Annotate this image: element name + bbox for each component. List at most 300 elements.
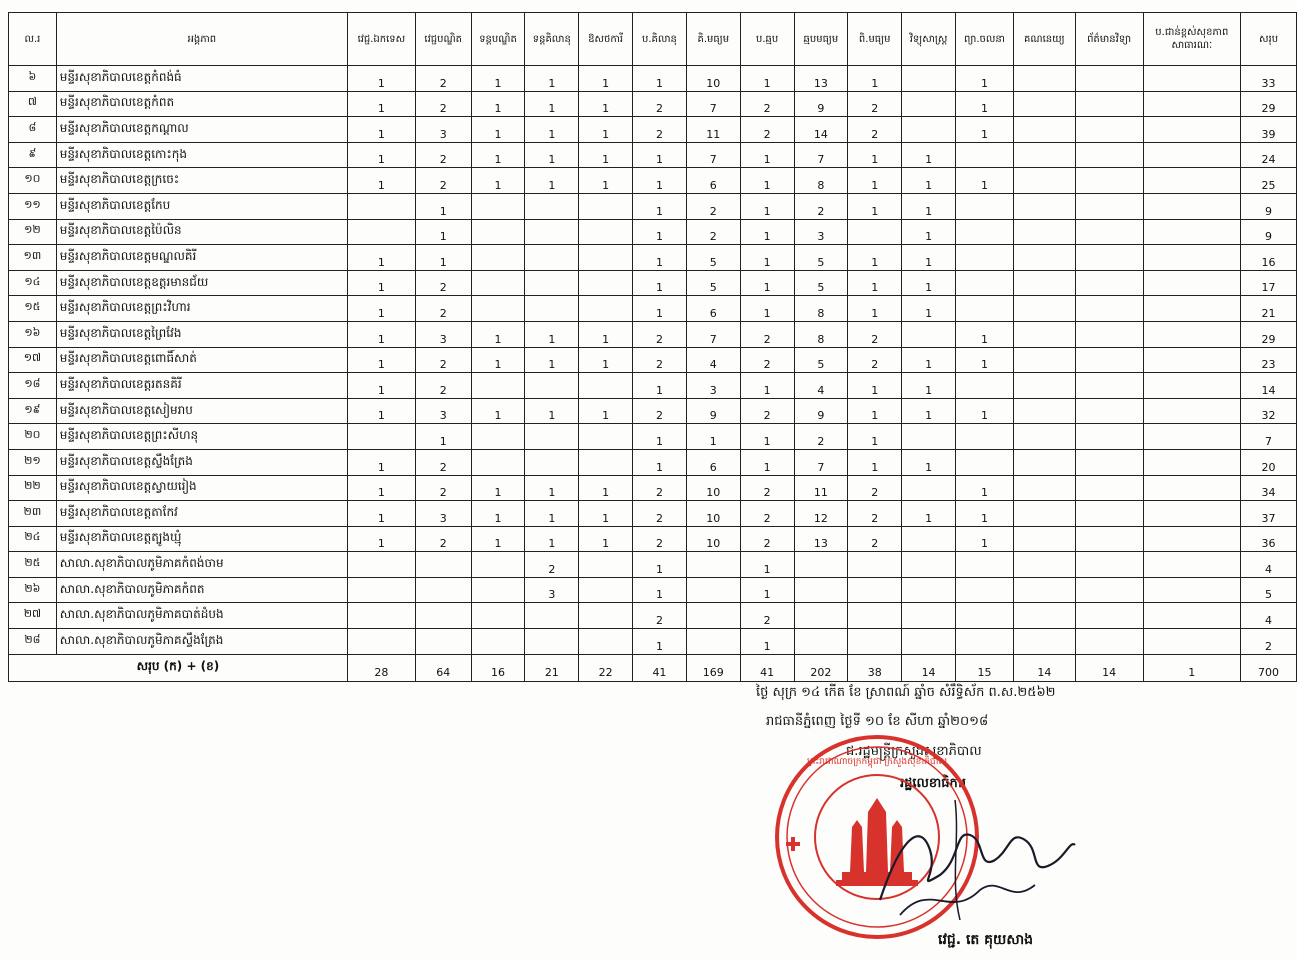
table-cell: 1 <box>347 347 415 373</box>
table-cell <box>1013 526 1075 552</box>
table-cell: 3 <box>525 577 579 603</box>
table-row <box>9 475 1297 501</box>
row-number: ៨ <box>9 117 57 143</box>
table-cell <box>347 193 415 219</box>
table-cell: 9 <box>794 91 848 117</box>
table-cell <box>1013 219 1075 245</box>
table-cell <box>956 296 1014 322</box>
table-cell: 1 <box>471 117 525 143</box>
table-cell <box>347 629 415 655</box>
table-cell: 1 <box>956 91 1014 117</box>
lunar-date: ថ្ងៃ សុក្រ ១៤ កើត ខែ ស្រាពណ៍ ឆ្នាំច សំរឹទ្ធិស័ក ព.ស.២៥៦២ <box>756 685 1056 700</box>
total-cell: 21 <box>525 654 579 681</box>
table-cell <box>848 219 902 245</box>
table-cell <box>686 577 740 603</box>
table-row <box>9 449 1297 475</box>
table-cell: 1 <box>633 270 687 296</box>
table-cell <box>1075 91 1143 117</box>
table-cell <box>902 424 956 450</box>
table-cell: 1 <box>633 142 687 168</box>
table-cell <box>1075 552 1143 578</box>
table-cell <box>1013 91 1075 117</box>
table-cell <box>1143 552 1241 578</box>
table-cell <box>956 245 1014 271</box>
table-cell: 20 <box>1241 449 1297 475</box>
table-cell: 1 <box>415 193 471 219</box>
row-number: ២៦ <box>9 577 57 603</box>
table-cell: 36 <box>1241 526 1297 552</box>
row-number: ៧ <box>9 91 57 117</box>
table-cell: 1 <box>740 629 794 655</box>
table-cell: 1 <box>579 66 633 92</box>
table-cell: 7 <box>794 449 848 475</box>
table-cell <box>956 373 1014 399</box>
table-cell: 2 <box>848 526 902 552</box>
table-cell: 2 <box>740 117 794 143</box>
table-cell: 1 <box>525 142 579 168</box>
table-row <box>9 603 1297 629</box>
table-row <box>9 117 1297 143</box>
row-number: ១០ <box>9 168 57 194</box>
table-cell: 1 <box>347 168 415 194</box>
table-cell: 1 <box>347 321 415 347</box>
table-cell: 2 <box>848 347 902 373</box>
table-cell: 8 <box>794 168 848 194</box>
table-cell: 5 <box>794 245 848 271</box>
column-header: ឆ្មបមធ្យម <box>794 13 848 66</box>
table-cell: 4 <box>794 373 848 399</box>
table-cell: 2 <box>1241 629 1297 655</box>
table-cell <box>1075 142 1143 168</box>
table-cell: 1 <box>902 219 956 245</box>
table-cell <box>1143 219 1241 245</box>
table-cell <box>956 629 1014 655</box>
table-cell <box>1143 501 1241 527</box>
table-cell <box>525 245 579 271</box>
table-cell: 2 <box>740 501 794 527</box>
table-cell: 3 <box>415 501 471 527</box>
table-cell <box>579 577 633 603</box>
table-cell: 2 <box>415 142 471 168</box>
table-cell: 1 <box>848 270 902 296</box>
table-cell <box>1013 347 1075 373</box>
entity-name: មន្ទីរសុខាភិបាលខេត្តកណ្តាល <box>56 117 347 143</box>
table-cell <box>471 449 525 475</box>
table-cell <box>347 219 415 245</box>
table-cell: 2 <box>633 526 687 552</box>
table-cell <box>471 629 525 655</box>
table-cell <box>1013 424 1075 450</box>
table-row <box>9 501 1297 527</box>
signer-position: រដ្ឋលេខាធិការ <box>900 776 967 791</box>
table-cell <box>1143 449 1241 475</box>
table-cell: 2 <box>415 296 471 322</box>
table-cell: 1 <box>347 398 415 424</box>
row-number: ២៣ <box>9 501 57 527</box>
table-cell <box>1143 603 1241 629</box>
table-cell <box>1013 629 1075 655</box>
entity-name: មន្ទីរសុខាភិបាលខេត្តពោធិ៍សាត់ <box>56 347 347 373</box>
table-body <box>9 66 1297 655</box>
table-cell: 2 <box>848 91 902 117</box>
table-cell: 11 <box>794 475 848 501</box>
table-cell: 1 <box>848 245 902 271</box>
row-number: ២២ <box>9 475 57 501</box>
table-cell: 3 <box>415 117 471 143</box>
table-cell <box>525 629 579 655</box>
table-row <box>9 424 1297 450</box>
table-cell: 1 <box>848 142 902 168</box>
table-cell: 3 <box>415 398 471 424</box>
table-cell <box>956 577 1014 603</box>
table-cell <box>415 552 471 578</box>
table-cell <box>848 577 902 603</box>
table-cell: 1 <box>848 66 902 92</box>
table-cell: 1 <box>525 168 579 194</box>
table-cell: 1 <box>902 398 956 424</box>
row-number: ១៨ <box>9 373 57 399</box>
totals-row <box>9 654 1297 681</box>
table-cell: 5 <box>794 347 848 373</box>
row-number: ៩ <box>9 142 57 168</box>
table-cell: 25 <box>1241 168 1297 194</box>
table-cell <box>956 219 1014 245</box>
table-cell <box>1143 424 1241 450</box>
table-cell <box>1143 168 1241 194</box>
table-cell <box>1075 526 1143 552</box>
column-header: ប.ជាន់ខ្ពស់សុខភាពសាធារណៈ <box>1143 13 1241 66</box>
table-cell: 7 <box>686 142 740 168</box>
table-cell: 7 <box>686 321 740 347</box>
row-number: ១៣ <box>9 245 57 271</box>
table-cell: 1 <box>740 424 794 450</box>
table-cell <box>347 603 415 629</box>
table-cell: 1 <box>525 117 579 143</box>
table-cell <box>1075 424 1143 450</box>
table-cell <box>1013 296 1075 322</box>
table-cell: 2 <box>633 398 687 424</box>
table-row <box>9 66 1297 92</box>
table-cell: 2 <box>415 373 471 399</box>
table-row <box>9 398 1297 424</box>
table-cell: 2 <box>415 66 471 92</box>
table-cell: 2 <box>415 526 471 552</box>
column-header: វិទ្យុសាស្ត្រ <box>902 13 956 66</box>
table-cell <box>525 449 579 475</box>
table-cell <box>1013 475 1075 501</box>
table-cell: 6 <box>686 168 740 194</box>
table-cell: 2 <box>794 424 848 450</box>
table-row <box>9 629 1297 655</box>
table-cell: 1 <box>525 321 579 347</box>
entity-name: សាលា.សុខាភិបាលភូមិភាគបាត់ដំបង <box>56 603 347 629</box>
table-cell <box>1013 270 1075 296</box>
table-cell <box>415 603 471 629</box>
table-cell: 1 <box>902 501 956 527</box>
table-cell <box>1013 117 1075 143</box>
table-cell <box>902 603 956 629</box>
table-cell: 13 <box>794 526 848 552</box>
table-cell: 2 <box>525 552 579 578</box>
table-cell <box>1143 270 1241 296</box>
table-cell: 1 <box>633 296 687 322</box>
row-number: ២១ <box>9 449 57 475</box>
table-cell: 1 <box>471 526 525 552</box>
row-number: ១២ <box>9 219 57 245</box>
table-cell: 4 <box>1241 603 1297 629</box>
total-cell: 14 <box>1075 654 1143 681</box>
table-cell: 1 <box>347 142 415 168</box>
table-cell: 2 <box>415 347 471 373</box>
total-cell: 14 <box>902 654 956 681</box>
table-cell <box>471 603 525 629</box>
table-cell: 1 <box>471 321 525 347</box>
table-cell <box>1143 398 1241 424</box>
table-cell: 2 <box>740 321 794 347</box>
table-cell <box>956 270 1014 296</box>
table-cell <box>1013 245 1075 271</box>
solar-date: រាជធានីភ្នំពេញ ថ្ងៃទី ១០ ខែ សីហា ឆ្នាំ២០១៨ <box>766 714 989 729</box>
table-cell: 10 <box>686 66 740 92</box>
table-cell: 1 <box>633 193 687 219</box>
table-cell: 1 <box>740 142 794 168</box>
table-cell <box>794 552 848 578</box>
table-cell: 1 <box>471 66 525 92</box>
table-cell <box>1143 66 1241 92</box>
table-row <box>9 168 1297 194</box>
table-cell: 2 <box>633 501 687 527</box>
table-cell <box>956 193 1014 219</box>
table-cell <box>1143 347 1241 373</box>
table-cell <box>1075 449 1143 475</box>
table-cell <box>1143 91 1241 117</box>
column-header: ព័ត៌មានវិទ្យា <box>1075 13 1143 66</box>
table-cell <box>1075 475 1143 501</box>
table-cell: 1 <box>902 270 956 296</box>
table-cell <box>686 629 740 655</box>
table-cell: 1 <box>633 552 687 578</box>
table-cell <box>902 629 956 655</box>
table-cell: 1 <box>902 347 956 373</box>
table-row <box>9 347 1297 373</box>
table-cell: 1 <box>740 193 794 219</box>
table-cell: 33 <box>1241 66 1297 92</box>
table-cell: 1 <box>347 296 415 322</box>
table-cell: 7 <box>794 142 848 168</box>
table-cell: 8 <box>794 296 848 322</box>
table-cell <box>1143 629 1241 655</box>
column-header: វេជ្ជ.ឯកទេស <box>347 13 415 66</box>
total-cell: 38 <box>848 654 902 681</box>
table-cell: 29 <box>1241 91 1297 117</box>
row-number: ១១ <box>9 193 57 219</box>
table-row <box>9 296 1297 322</box>
table-cell: 2 <box>415 168 471 194</box>
table-cell <box>848 603 902 629</box>
table-cell: 1 <box>740 168 794 194</box>
table-cell <box>471 245 525 271</box>
table-cell: 1 <box>525 347 579 373</box>
table-cell: 1 <box>902 373 956 399</box>
table-cell: 1 <box>740 296 794 322</box>
row-number: ១៥ <box>9 296 57 322</box>
table-cell: 9 <box>794 398 848 424</box>
table-cell <box>347 552 415 578</box>
total-cell: 202 <box>794 654 848 681</box>
table-cell: 3 <box>415 321 471 347</box>
table-cell: 1 <box>740 219 794 245</box>
table-cell <box>1013 577 1075 603</box>
table-cell: 37 <box>1241 501 1297 527</box>
total-cell: 22 <box>579 654 633 681</box>
table-cell: 1 <box>740 66 794 92</box>
table-cell <box>1013 603 1075 629</box>
row-number: ១៩ <box>9 398 57 424</box>
table-cell: 1 <box>633 168 687 194</box>
table-cell: 1 <box>740 270 794 296</box>
table-cell: 34 <box>1241 475 1297 501</box>
table-cell: 2 <box>848 475 902 501</box>
entity-name: មន្ទីរសុខាភិបាលខេត្តកោះកុង <box>56 142 347 168</box>
table-cell: 1 <box>347 117 415 143</box>
table-cell: 1 <box>740 552 794 578</box>
table-cell <box>471 424 525 450</box>
table-cell: 2 <box>633 603 687 629</box>
table-cell: 1 <box>956 398 1014 424</box>
table-cell: 1 <box>902 296 956 322</box>
table-cell <box>471 373 525 399</box>
table-cell <box>579 552 633 578</box>
table-cell <box>579 603 633 629</box>
table-cell: 8 <box>794 321 848 347</box>
table-cell: 1 <box>347 373 415 399</box>
table-cell: 1 <box>902 193 956 219</box>
table-cell: 5 <box>1241 577 1297 603</box>
entity-name: មន្ទីរសុខាភិបាលខេត្តប៉ៃលិន <box>56 219 347 245</box>
table-cell: 1 <box>633 373 687 399</box>
table-cell <box>902 321 956 347</box>
total-cell: 28 <box>347 654 415 681</box>
total-cell: 169 <box>686 654 740 681</box>
column-header: ប.ឆ្មប <box>740 13 794 66</box>
total-label: សរុប (ក) + (ខ) <box>9 654 348 681</box>
table-cell <box>525 296 579 322</box>
row-number: ៦ <box>9 66 57 92</box>
table-cell <box>579 270 633 296</box>
table-cell: 1 <box>415 424 471 450</box>
table-cell <box>956 424 1014 450</box>
row-number: ២០ <box>9 424 57 450</box>
table-cell: 2 <box>740 91 794 117</box>
table-cell: 1 <box>686 424 740 450</box>
table-cell: 1 <box>848 398 902 424</box>
table-cell: 12 <box>794 501 848 527</box>
total-cell: 41 <box>633 654 687 681</box>
table-cell <box>794 629 848 655</box>
table-cell: 1 <box>525 475 579 501</box>
entity-name: មន្ទីរសុខាភិបាលខេត្តសៀមរាប <box>56 398 347 424</box>
table-cell: 3 <box>794 219 848 245</box>
table-cell: 2 <box>686 193 740 219</box>
table-cell <box>347 424 415 450</box>
table-cell <box>1013 373 1075 399</box>
table-cell: 2 <box>848 501 902 527</box>
table-cell <box>471 270 525 296</box>
table-cell <box>1075 245 1143 271</box>
table-cell <box>579 424 633 450</box>
row-number: ២៧ <box>9 603 57 629</box>
table-cell <box>1075 66 1143 92</box>
table-cell <box>956 552 1014 578</box>
table-cell: 1 <box>848 424 902 450</box>
table-cell: 1 <box>415 219 471 245</box>
table-cell: 3 <box>686 373 740 399</box>
table-cell: 1 <box>633 424 687 450</box>
table-cell <box>794 603 848 629</box>
table-cell: 1 <box>633 245 687 271</box>
table-cell: 1 <box>848 193 902 219</box>
table-cell <box>579 219 633 245</box>
entity-name: សាលា.សុខាភិបាលភូមិភាគកំពង់ចាម <box>56 552 347 578</box>
table-cell <box>1013 321 1075 347</box>
signature <box>860 780 1090 930</box>
column-header: ទន្តគិលានុ <box>525 13 579 66</box>
table-cell: 23 <box>1241 347 1297 373</box>
entity-name: មន្ទីរសុខាភិបាលខេត្តព្រះវិហារ <box>56 296 347 322</box>
column-header: គណនេយ្យ <box>1013 13 1075 66</box>
table-cell: 4 <box>686 347 740 373</box>
table-cell: 1 <box>579 347 633 373</box>
table-cell: 1 <box>525 526 579 552</box>
table-cell: 29 <box>1241 321 1297 347</box>
table-cell: 21 <box>1241 296 1297 322</box>
table-cell: 1 <box>848 168 902 194</box>
table-cell: 1 <box>740 449 794 475</box>
table-cell <box>1013 398 1075 424</box>
column-header: ល.រ <box>9 13 57 66</box>
table-cell: 9 <box>1241 193 1297 219</box>
table-cell <box>1075 629 1143 655</box>
table-cell: 14 <box>794 117 848 143</box>
table-cell: 7 <box>1241 424 1297 450</box>
table-cell <box>579 193 633 219</box>
table-cell <box>1075 117 1143 143</box>
table-cell <box>1075 398 1143 424</box>
table-row <box>9 270 1297 296</box>
entity-name: មន្ទីរសុខាភិបាលខេត្តកែប <box>56 193 347 219</box>
table-cell <box>902 526 956 552</box>
table-cell <box>902 475 956 501</box>
table-cell <box>686 603 740 629</box>
table-cell: 2 <box>415 91 471 117</box>
table-cell: 2 <box>633 321 687 347</box>
table-cell <box>579 449 633 475</box>
table-cell: 1 <box>579 398 633 424</box>
table-cell: 1 <box>579 142 633 168</box>
table-cell: 1 <box>633 66 687 92</box>
staff-allocation-table <box>8 12 1297 682</box>
table-cell: 2 <box>740 398 794 424</box>
column-header: ប.គិលានុ <box>633 13 687 66</box>
table-cell <box>956 603 1014 629</box>
total-cell: 700 <box>1241 654 1297 681</box>
table-row <box>9 373 1297 399</box>
table-cell: 2 <box>415 475 471 501</box>
total-cell: 14 <box>1013 654 1075 681</box>
table-cell: 1 <box>347 526 415 552</box>
table-cell: 1 <box>956 66 1014 92</box>
table-cell: 9 <box>1241 219 1297 245</box>
